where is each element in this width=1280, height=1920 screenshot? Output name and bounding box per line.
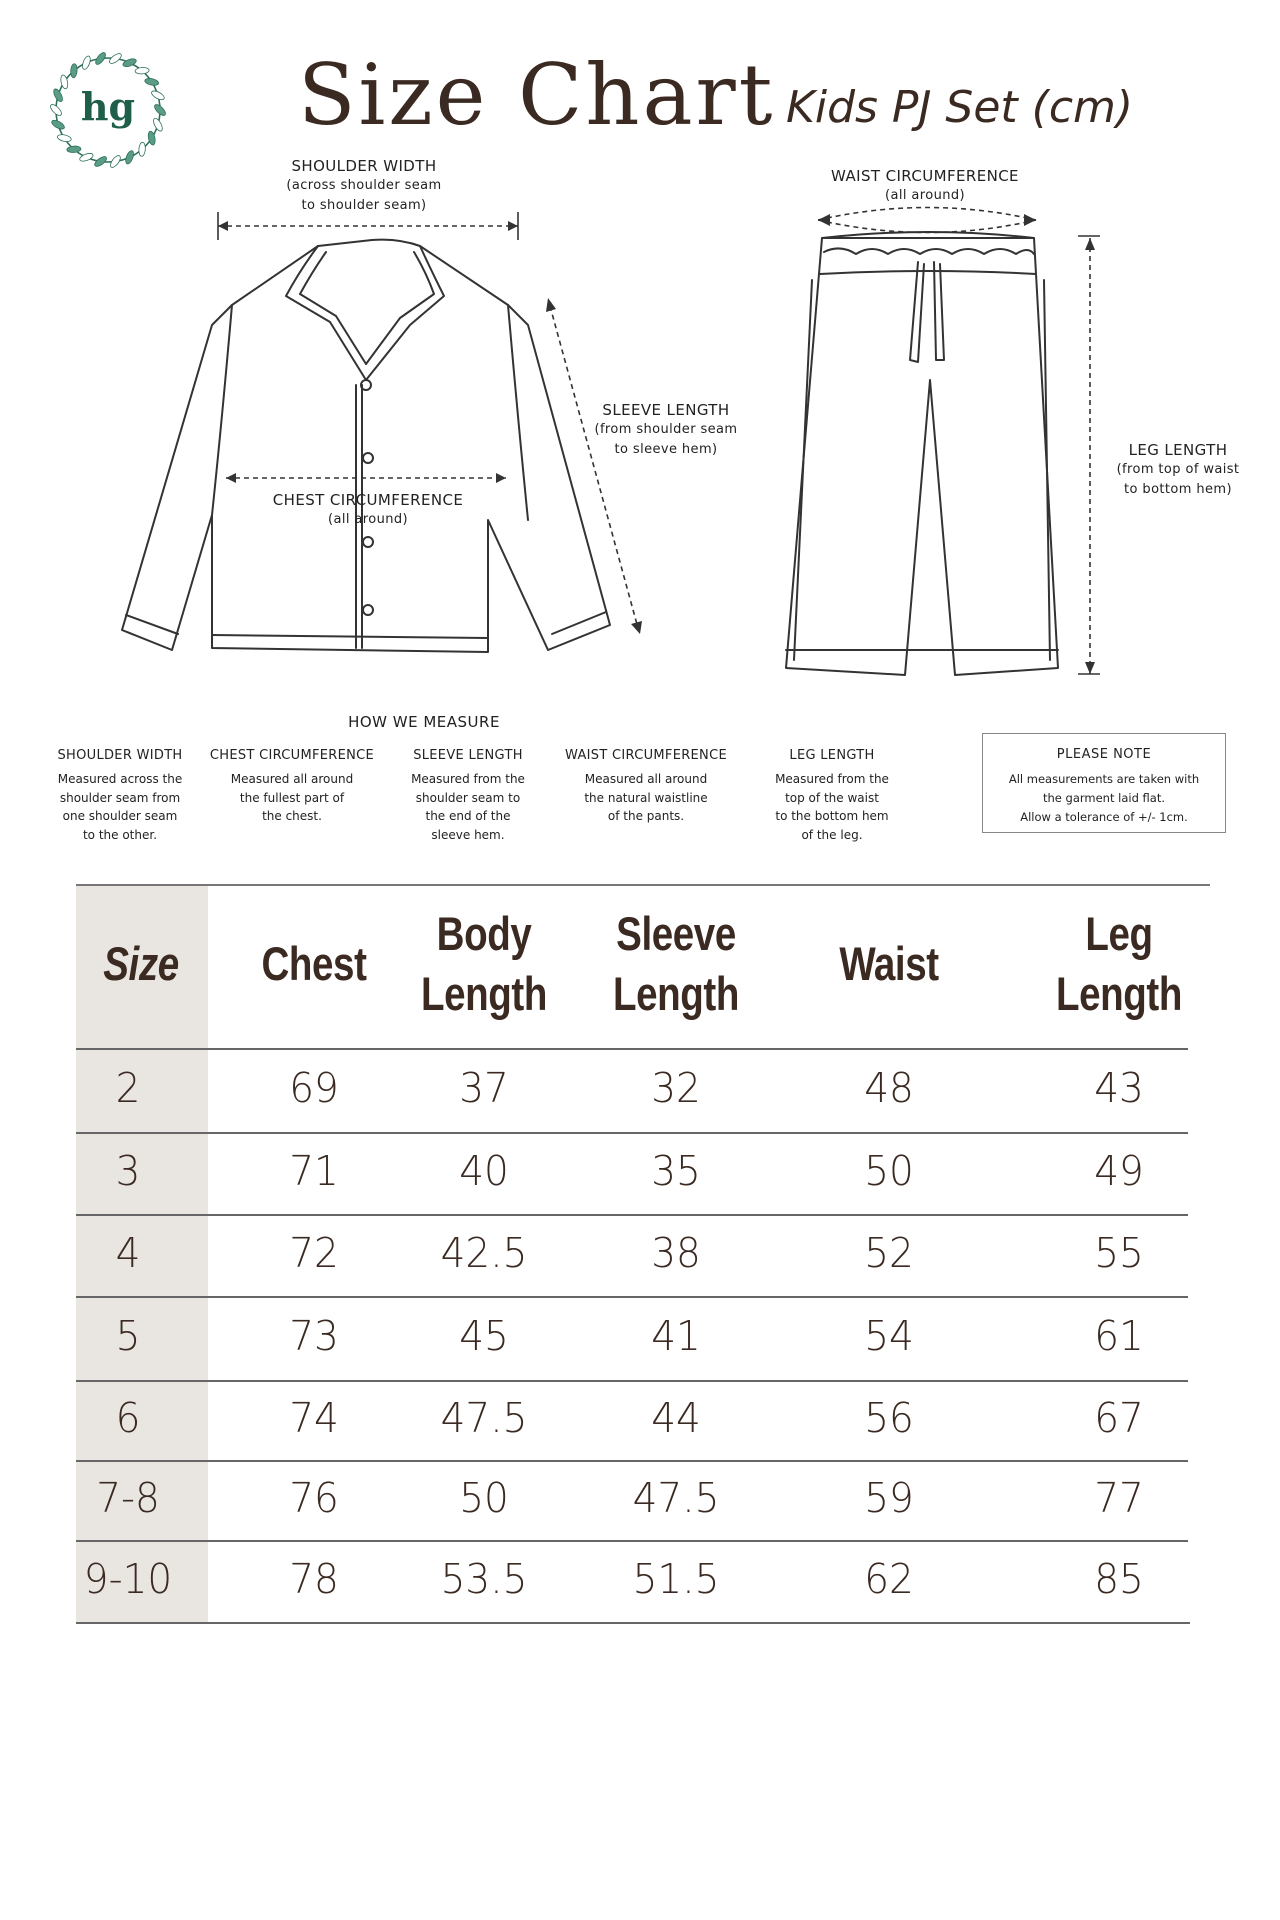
hwm-line: Measured all around <box>584 772 708 786</box>
hwm-line: of the pants. <box>607 809 685 823</box>
cell-size: 3 <box>115 1147 141 1195</box>
cell-leg-length: 55 <box>1094 1229 1144 1277</box>
cell-leg-length: 85 <box>1094 1555 1144 1603</box>
cell-leg-length: 61 <box>1094 1312 1144 1360</box>
hwm-line: one shoulder seam <box>62 809 178 823</box>
header-line: Size <box>103 937 179 990</box>
note-heading: PLEASE NOTE <box>1056 747 1152 762</box>
hwm-line: Measured all around <box>230 772 354 786</box>
note-line: the garment laid flat. <box>1043 791 1165 805</box>
hwm-line: Measured from the <box>411 772 525 786</box>
cell-chest: 72 <box>289 1229 339 1277</box>
waist-circumference-sub1: (all around) <box>885 188 965 203</box>
header-line: Leg <box>1085 907 1153 960</box>
leg-length-label <box>1098 440 1258 500</box>
page-title: Size Chart <box>298 46 776 144</box>
column-header-size <box>84 934 199 994</box>
cell-size: 7-8 <box>96 1474 160 1522</box>
hwm-heading: CHEST CIRCUMFERENCE <box>209 748 375 763</box>
chest-circumference-label <box>258 490 478 530</box>
hwm-heading: LEG LENGTH <box>789 748 875 763</box>
cell-chest: 69 <box>289 1064 339 1112</box>
cell-size: 4 <box>115 1229 141 1277</box>
row-divider <box>76 1296 1188 1298</box>
cell-chest: 73 <box>289 1312 339 1360</box>
hwm-waist-circumference <box>556 748 736 826</box>
cell-body-length: 42.5 <box>440 1229 528 1277</box>
cell-chest: 78 <box>289 1555 339 1603</box>
shirt-icon <box>122 240 610 652</box>
please-note-box <box>982 733 1226 833</box>
cell-waist: 62 <box>864 1555 914 1603</box>
hwm-line: shoulder seam to <box>415 790 521 805</box>
header-line: Waist <box>839 937 939 990</box>
shoulder-width-sub1: (across shoulder seam <box>286 178 442 193</box>
cell-body-length: 53.5 <box>440 1555 528 1603</box>
cell-waist: 48 <box>864 1064 914 1112</box>
header-line: Length <box>421 967 547 1020</box>
note-line: All measurements are taken with <box>1008 772 1200 786</box>
header-line: Length <box>1056 967 1182 1020</box>
cell-body-length: 47.5 <box>440 1394 528 1442</box>
column-header-body-length <box>402 904 566 1024</box>
chest-circumference-heading: CHEST CIRCUMFERENCE <box>272 491 464 509</box>
cell-size: 9-10 <box>83 1555 173 1603</box>
hwm-line: the chest. <box>262 809 322 823</box>
cell-size: 5 <box>115 1312 141 1360</box>
hwm-line: the fullest part of <box>239 790 345 805</box>
cell-body-length: 45 <box>459 1312 509 1360</box>
shoulder-width-label <box>244 156 484 216</box>
cell-leg-length: 67 <box>1094 1394 1144 1442</box>
hwm-line: top of the waist <box>785 790 879 805</box>
row-divider <box>76 1132 1188 1134</box>
hwm-line: to the bottom hem <box>775 809 889 823</box>
leg-length-sub2: to bottom hem) <box>1124 482 1232 497</box>
cell-chest: 74 <box>289 1394 339 1442</box>
cell-leg-length: 77 <box>1094 1474 1144 1522</box>
row-divider <box>76 1380 1188 1382</box>
cell-chest: 71 <box>289 1147 339 1195</box>
leg-length-heading: LEG LENGTH <box>1128 441 1228 459</box>
hwm-line: Measured across the <box>57 772 183 786</box>
cell-sleeve-length: 47.5 <box>632 1474 720 1522</box>
cell-body-length: 37 <box>459 1064 509 1112</box>
cell-waist: 52 <box>864 1229 914 1277</box>
waist-circumference-label <box>815 166 1035 206</box>
column-header-waist <box>807 934 971 994</box>
cell-waist: 54 <box>864 1312 914 1360</box>
column-header-leg-length <box>1029 904 1209 1024</box>
hwm-line: sleeve hem. <box>431 827 505 842</box>
hwm-shoulder-width <box>40 748 200 844</box>
hwm-heading: SLEEVE LENGTH <box>413 748 523 763</box>
row-divider <box>76 1460 1188 1462</box>
how-we-measure-title: HOW WE MEASURE <box>334 713 514 731</box>
header-line: Chest <box>261 937 367 990</box>
column-header-sleeve-length <box>586 904 766 1024</box>
hwm-line: shoulder seam from <box>59 790 181 805</box>
hwm-heading: WAIST CIRCUMFERENCE <box>565 748 727 763</box>
cell-sleeve-length: 35 <box>651 1147 701 1195</box>
cell-leg-length: 49 <box>1094 1147 1144 1195</box>
sleeve-length-heading: SLEEVE LENGTH <box>602 401 730 419</box>
hwm-chest-circumference <box>200 748 384 826</box>
cell-body-length: 50 <box>459 1474 509 1522</box>
cell-sleeve-length: 38 <box>651 1229 701 1277</box>
hwm-heading: SHOULDER WIDTH <box>57 748 183 763</box>
hwm-line: the end of the <box>425 809 511 823</box>
page-subtitle: Kids PJ Set (cm) <box>786 82 1134 133</box>
cell-waist: 59 <box>864 1474 914 1522</box>
cell-sleeve-length: 51.5 <box>632 1555 720 1603</box>
header-line: Length <box>613 967 739 1020</box>
cell-chest: 76 <box>289 1474 339 1522</box>
hwm-line: of the leg. <box>801 827 863 842</box>
header-line: Body <box>436 907 532 960</box>
cell-sleeve-length: 44 <box>651 1394 701 1442</box>
column-header-chest <box>232 934 396 994</box>
sleeve-length-sub1: (from shoulder seam <box>594 422 738 437</box>
chest-circumference-sub1: (all around) <box>328 512 408 527</box>
sleeve-length-label <box>586 400 746 460</box>
cell-waist: 50 <box>864 1147 914 1195</box>
row-divider <box>76 1622 1190 1624</box>
cell-size: 2 <box>115 1064 141 1112</box>
leg-length-sub1: (from top of waist <box>1116 462 1240 477</box>
shoulder-width-sub2: to shoulder seam) <box>301 198 427 213</box>
row-divider <box>76 1540 1188 1542</box>
row-divider <box>76 1214 1188 1216</box>
row-divider <box>76 1048 1188 1050</box>
shoulder-width-heading: SHOULDER WIDTH <box>291 157 437 175</box>
sleeve-length-sub2: to sleeve hem) <box>614 442 718 457</box>
note-line: Allow a tolerance of +/- 1cm. <box>1020 810 1188 824</box>
hwm-line: to the other. <box>82 827 158 842</box>
cell-leg-length: 43 <box>1094 1064 1144 1112</box>
waist-circumference-heading: WAIST CIRCUMFERENCE <box>831 167 1019 185</box>
garment-diagram <box>0 0 1280 720</box>
hwm-line: Measured from the <box>775 772 889 786</box>
hwm-sleeve-length <box>398 748 538 844</box>
hwm-leg-length <box>758 748 906 844</box>
header-line: Sleeve <box>616 907 736 960</box>
table-top-rule <box>76 884 1210 886</box>
hwm-line: the natural waistline <box>584 790 708 805</box>
cell-size: 6 <box>115 1394 141 1442</box>
cell-sleeve-length: 32 <box>651 1064 701 1112</box>
cell-waist: 56 <box>864 1394 914 1442</box>
logo-text: hg <box>80 84 136 129</box>
cell-body-length: 40 <box>459 1147 509 1195</box>
cell-sleeve-length: 41 <box>651 1312 701 1360</box>
